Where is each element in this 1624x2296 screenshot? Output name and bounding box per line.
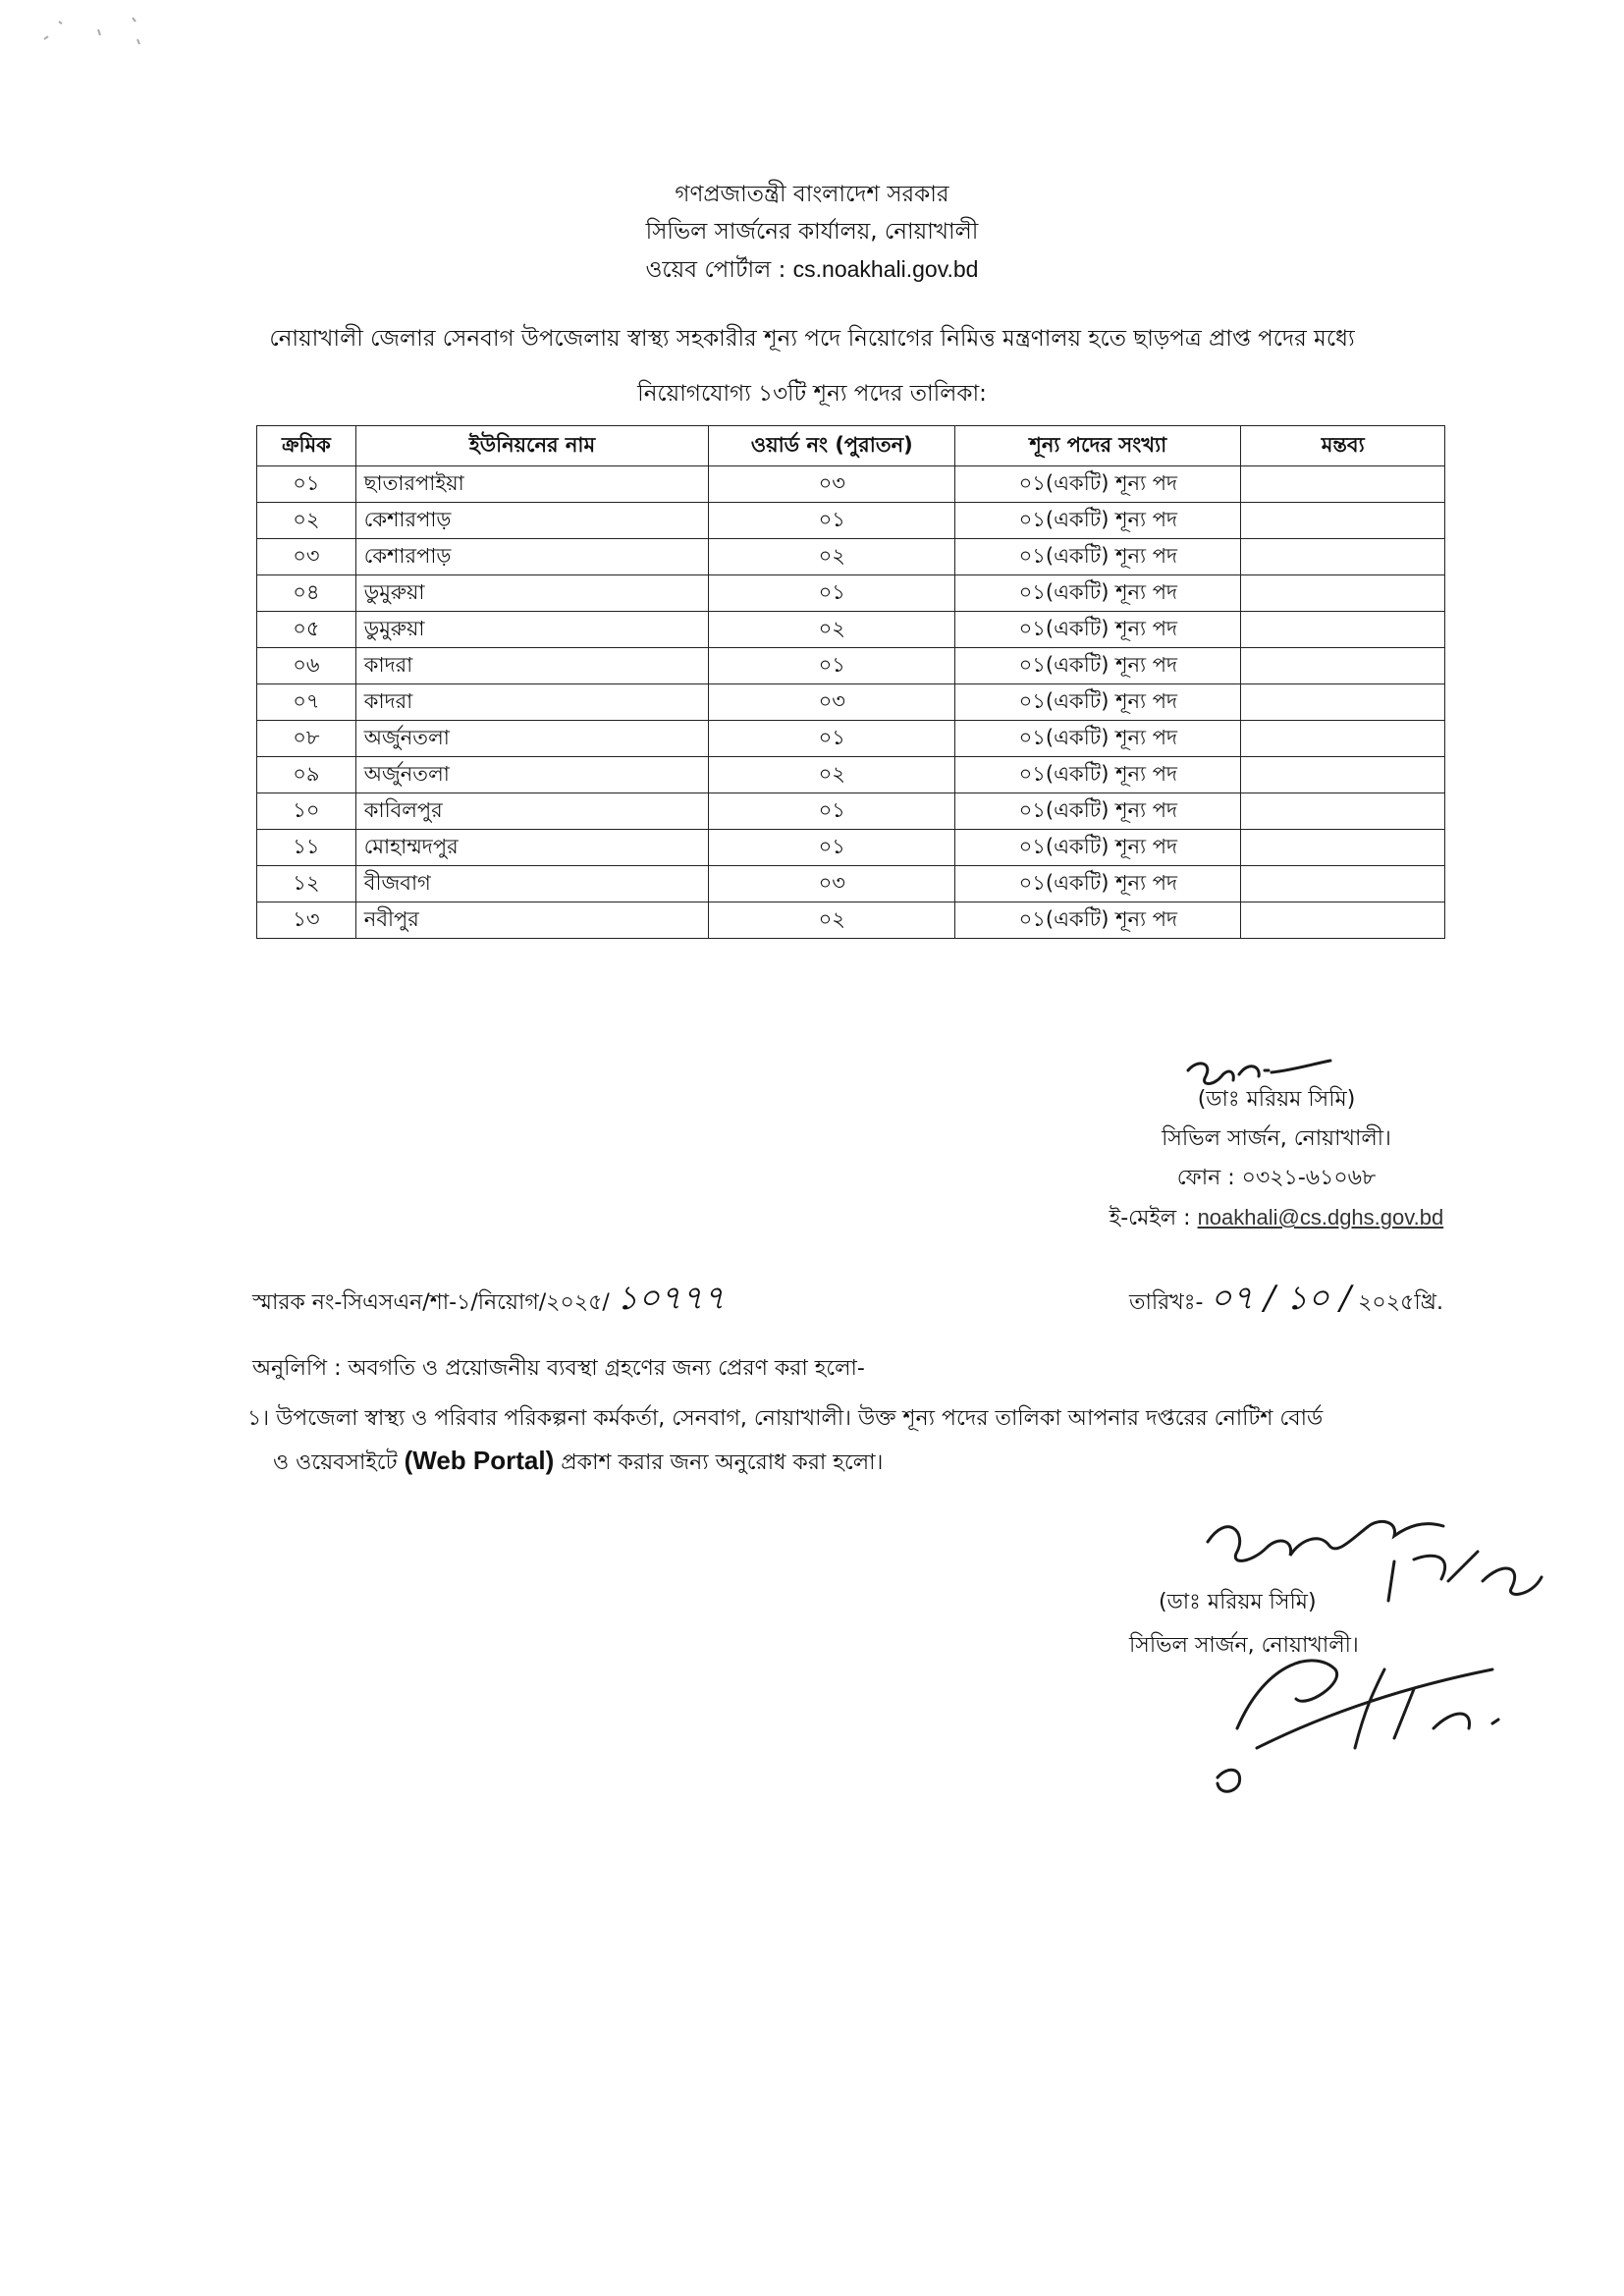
- signatory1-block: [1090, 1080, 1463, 1238]
- table-row: [257, 539, 1445, 575]
- union-cell: মোহাম্মদপুর: [355, 830, 708, 866]
- ward-cell: ০২: [709, 757, 955, 793]
- web-portal-line: [0, 253, 1624, 286]
- ward-cell: ০১: [709, 503, 955, 539]
- date-handwritten: ০৭ / ১০ /: [1210, 1279, 1352, 1318]
- remark-cell: [1241, 902, 1445, 939]
- serial-cell: ০৫: [257, 612, 356, 648]
- count-cell: ০১(একটি) শূন্য পদ: [955, 684, 1241, 721]
- remark-cell: [1241, 648, 1445, 684]
- count-cell: ০১(একটি) শূন্য পদ: [955, 866, 1241, 902]
- serial-cell: ০১: [257, 466, 356, 503]
- notice-title-line2: নিয়োগযোগ্য ১৩টি শূন্য পদের তালিকা:: [637, 381, 987, 407]
- table-row: [257, 793, 1445, 830]
- signatory1-email-line: [1090, 1198, 1463, 1238]
- serial-cell: ০৬: [257, 648, 356, 684]
- date-label: তারিখঃ-: [1129, 1290, 1204, 1315]
- table-row: [257, 503, 1445, 539]
- copy-item-1-pre: ও ওয়েবসাইটে: [273, 1450, 398, 1475]
- vacancy-table: [256, 425, 1445, 939]
- ward-cell: ০৩: [709, 866, 955, 902]
- signatory1-name: (ডাঃ মরিয়ম সিমি): [1197, 1087, 1356, 1112]
- remark-cell: [1241, 539, 1445, 575]
- count-cell: ০১(একটি) শূন্য পদ: [955, 503, 1241, 539]
- signatory2-designation: সিভিল সার্জন, নোয়াখালী।: [1129, 1633, 1359, 1658]
- remark-cell: [1241, 466, 1445, 503]
- copy-item-1: [247, 1398, 1475, 1484]
- ward-cell: ০২: [709, 612, 955, 648]
- count-cell: ০১(একটি) শূন্য পদ: [955, 793, 1241, 830]
- union-cell: ডুমুরুয়া: [355, 612, 708, 648]
- ward-cell: ০৩: [709, 466, 955, 503]
- table-row: [257, 466, 1445, 503]
- copy-item-1-line2: [247, 1440, 1475, 1484]
- count-cell: ০১(একটি) শূন্য পদ: [955, 612, 1241, 648]
- memo-ref-prefix: স্মারক নং-সিএসএন/শা-১/নিয়োগ/২০২৫/: [252, 1290, 610, 1315]
- ward-cell: ০১: [709, 648, 955, 684]
- union-cell: ছাতারপাইয়া: [355, 466, 708, 503]
- count-cell: ০১(একটি) শূন্য পদ: [955, 539, 1241, 575]
- ward-cell: ০২: [709, 539, 955, 575]
- scan-artifact: [39, 10, 157, 59]
- copy-item-1-line1: ১। উপজেলা স্বাস্থ্য ও পরিবার পরিকল্পনা কর্মকর্তা, সেনবাগ, নোয়াখালী। উক্ত শূন্য পদের তালিকা আপনার দপ্তরের নোটিশ বোর্ড: [247, 1406, 1324, 1431]
- union-cell: কেশারপাড়: [355, 539, 708, 575]
- count-cell: ০১(একটি) শূন্য পদ: [955, 757, 1241, 793]
- serial-cell: ১২: [257, 866, 356, 902]
- col-serial-header: ক্রমিক: [257, 426, 356, 466]
- union-cell: ডুমুরুয়া: [355, 575, 708, 612]
- web-portal-url[interactable]: cs.noakhali.gov.bd: [792, 256, 979, 282]
- serial-cell: ০৪: [257, 575, 356, 612]
- signatory1-designation: সিভিল সার্জন, নোয়াখালী।: [1162, 1126, 1391, 1151]
- union-cell: অর্জুনতলা: [355, 721, 708, 757]
- serial-cell: ১৩: [257, 902, 356, 939]
- ward-cell: ০১: [709, 793, 955, 830]
- copy-heading: অনুলিপি : অবগতি ও প্রয়োজনীয় ব্যবস্থা গ্রহণের জন্য প্রেরণ করা হলো-: [252, 1356, 865, 1381]
- email-link[interactable]: noakhali@cs.dghs.gov.bd: [1197, 1205, 1444, 1230]
- union-cell: কেশারপাড়: [355, 503, 708, 539]
- web-portal-label: ওয়েব পোর্টাল :: [645, 257, 786, 283]
- table-row: [257, 684, 1445, 721]
- remark-cell: [1241, 866, 1445, 902]
- union-cell: কাদরা: [355, 648, 708, 684]
- col-union-header: ইউনিয়নের নাম: [355, 426, 708, 466]
- remark-cell: [1241, 793, 1445, 830]
- ward-cell: ০২: [709, 902, 955, 939]
- serial-cell: ১১: [257, 830, 356, 866]
- ward-cell: ০১: [709, 830, 955, 866]
- count-cell: ০১(একটি) শূন্য পদ: [955, 902, 1241, 939]
- table-row: [257, 830, 1445, 866]
- col-ward-header: ওয়ার্ড নং (পুরাতন): [709, 426, 955, 466]
- union-cell: বীজবাগ: [355, 866, 708, 902]
- remark-cell: [1241, 503, 1445, 539]
- ward-cell: ০১: [709, 721, 955, 757]
- union-cell: কাবিলপুর: [355, 793, 708, 830]
- table-row: [257, 612, 1445, 648]
- count-cell: ০১(একটি) শূন্য পদ: [955, 575, 1241, 612]
- remark-cell: [1241, 721, 1445, 757]
- office-name: সিভিল সার্জনের কার্যালয়, নোয়াখালী: [645, 219, 979, 245]
- col-remark-header: মন্তব্য: [1241, 426, 1445, 466]
- table-row: [257, 721, 1445, 757]
- notice-title-line1: নোয়াখালী জেলার সেনবাগ উপজেলায় স্বাস্থ্য সহকারীর শূন্য পদে নিয়োগের নিমিত্ত মন্ত্রণালয় হতে ছাড়পত্র প্রাপ্ত পদের মধ্যে: [269, 326, 1355, 352]
- remark-cell: [1241, 830, 1445, 866]
- table-row: [257, 648, 1445, 684]
- remark-cell: [1241, 575, 1445, 612]
- govt-name: গণপ্রজাতন্ত্রী বাংলাদেশ সরকার: [675, 182, 949, 207]
- memo-ref-number: ১০৭৭৭: [616, 1279, 726, 1318]
- copy-item-1-web-portal: (Web Portal): [404, 1446, 555, 1475]
- count-cell: ০১(একটি) শূন্য পদ: [955, 648, 1241, 684]
- table-row: [257, 902, 1445, 939]
- serial-cell: ১০: [257, 793, 356, 830]
- memo-ref: [252, 1273, 725, 1329]
- table-row: [257, 757, 1445, 793]
- copy-item-1-post: প্রকাশ করার জন্য অনুরোধ করা হলো।: [561, 1450, 884, 1475]
- remark-cell: [1241, 684, 1445, 721]
- serial-cell: ০৯: [257, 757, 356, 793]
- union-cell: কাদরা: [355, 684, 708, 721]
- ward-cell: ০১: [709, 575, 955, 612]
- union-cell: নবীপুর: [355, 902, 708, 939]
- remark-cell: [1241, 757, 1445, 793]
- count-cell: ০১(একটি) শূন্য পদ: [955, 466, 1241, 503]
- table-row: [257, 866, 1445, 902]
- union-cell: অর্জুনতলা: [355, 757, 708, 793]
- signatory2-name: (ডাঃ মরিয়ম সিমি): [1159, 1590, 1317, 1614]
- ward-cell: ০৩: [709, 684, 955, 721]
- serial-cell: ০৮: [257, 721, 356, 757]
- serial-cell: ০৭: [257, 684, 356, 721]
- remark-cell: [1241, 612, 1445, 648]
- email-label: ই-মেইল :: [1109, 1206, 1191, 1230]
- serial-cell: ০৩: [257, 539, 356, 575]
- memo-date: [1129, 1273, 1443, 1329]
- serial-cell: ০২: [257, 503, 356, 539]
- date-suffix: ২০২৫খ্রি.: [1358, 1290, 1443, 1315]
- table-row: [257, 575, 1445, 612]
- count-cell: ০১(একটি) শূন্য পদ: [955, 830, 1241, 866]
- signatory2-block: [1129, 1581, 1424, 1667]
- col-count-header: শূন্য পদের সংখ্যা: [955, 426, 1241, 466]
- table-header-row: [257, 426, 1445, 466]
- count-cell: ০১(একটি) শূন্য পদ: [955, 721, 1241, 757]
- signatory1-phone: ফোন : ০৩২১-৬১০৬৮: [1176, 1166, 1377, 1190]
